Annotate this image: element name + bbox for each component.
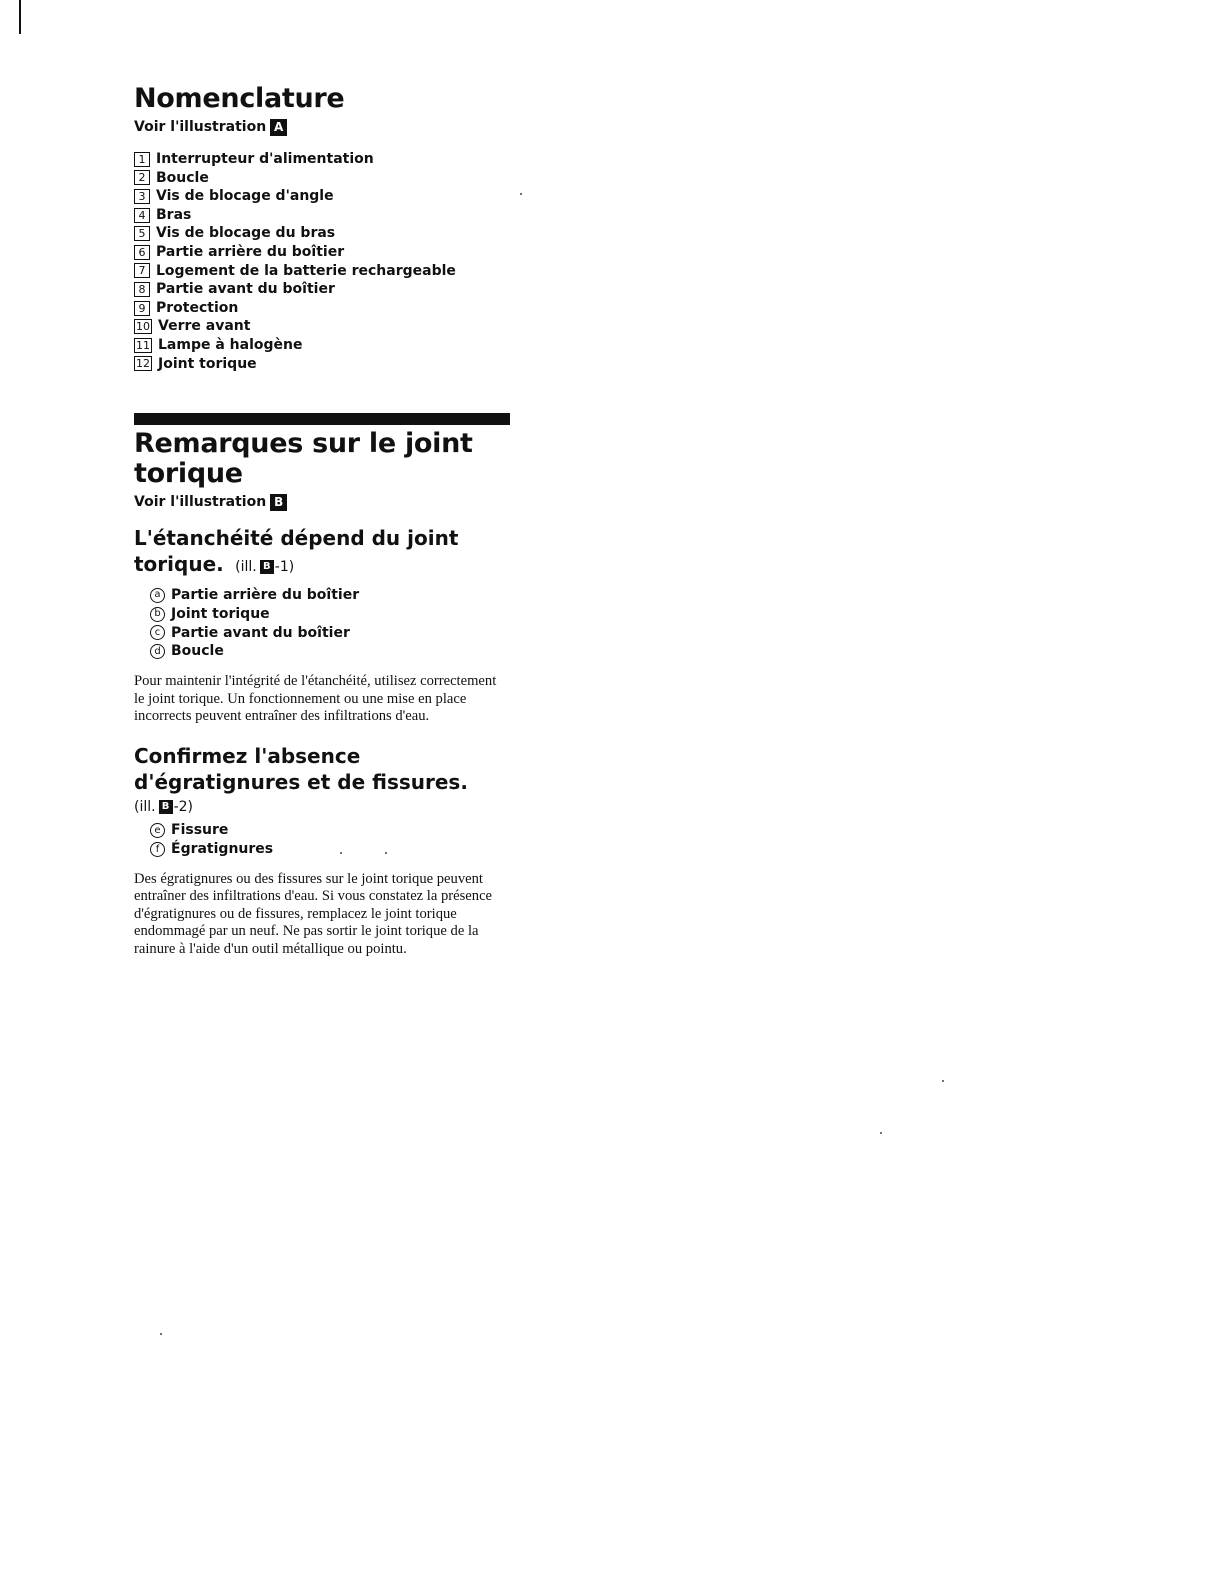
scan-speck	[880, 1132, 882, 1134]
item-number-badge: 3	[134, 189, 150, 204]
list-item	[134, 299, 514, 318]
list-item	[134, 206, 514, 225]
scan-speck	[160, 1333, 162, 1335]
ill-suffix: -2)	[173, 799, 194, 816]
item-label: Interrupteur d'alimentation	[156, 151, 374, 167]
section2-body: Des égratignures ou des fissures sur le joint torique peuvent entraîner des infiltrations d'eau. Si vous constatez la présence d'égratignures ou de fissures, remplacez le joint torique endommagé par un neuf. Ne pas sortir le joint torique de la rainure à l'aide d'un outil métallique ou pointu.	[134, 871, 493, 957]
circled-letter-badge: f	[150, 842, 165, 857]
item-number-badge: 5	[134, 226, 150, 241]
item-number-badge: 4	[134, 208, 150, 223]
illustration-letter-badge: B	[270, 494, 287, 511]
scan-speck	[340, 852, 342, 854]
item-label: Bras	[156, 206, 192, 223]
item-label: Vis de blocage d'angle	[156, 188, 334, 205]
page-edge-mark	[19, 0, 21, 34]
section1-ill-ref	[231, 554, 294, 580]
list-item	[134, 355, 514, 374]
remarks-title: Remarques sur le joint torique	[134, 428, 473, 489]
item-number-badge: 2	[134, 170, 150, 185]
nomenclature-section	[134, 84, 514, 373]
parts-list	[134, 150, 514, 373]
item-number-badge: 7	[134, 263, 150, 278]
remarks-section	[134, 429, 514, 958]
scan-speck	[520, 193, 522, 195]
circled-letter-badge: a	[150, 588, 165, 603]
item-label: Lampe à halogène	[158, 336, 303, 353]
section2-ill-ref	[134, 799, 514, 815]
list-item	[134, 150, 514, 169]
nomenclature-title: Nomenclature	[134, 83, 345, 114]
item-label: Partie arrière du boîtier	[156, 243, 345, 260]
illustration-letter-badge: B	[159, 800, 173, 814]
item-number-badge: 12	[136, 357, 150, 371]
item-label: Boucle	[171, 643, 224, 660]
list-item	[134, 262, 514, 281]
item-label: Partie avant du boîtier	[171, 624, 350, 641]
circled-letter-badge: e	[150, 823, 165, 838]
list-item	[150, 642, 514, 661]
item-number-badge: 9	[134, 301, 150, 316]
circled-letter-badge: c	[150, 625, 165, 640]
list-item	[150, 821, 514, 840]
list-item	[150, 605, 514, 624]
section1-title	[134, 525, 514, 580]
ill-prefix: (ill.	[235, 559, 257, 575]
item-number-badge: 8	[134, 282, 150, 297]
section1-list	[150, 586, 514, 661]
list-item	[150, 840, 514, 859]
item-label: Vis de blocage du bras	[156, 225, 336, 242]
ill-prefix: (ill.	[134, 799, 156, 816]
item-label: Joint torique	[158, 355, 257, 372]
nomenclature-see-illustration	[134, 118, 514, 136]
list-item	[150, 586, 514, 605]
list-item	[134, 336, 514, 355]
list-item	[134, 317, 514, 336]
item-label: Protection	[156, 299, 239, 316]
remarks-see-illustration	[134, 493, 514, 511]
see-label: Voir l'illustration	[134, 119, 267, 135]
see-label: Voir l'illustration	[134, 494, 267, 510]
list-item	[134, 280, 514, 299]
list-item	[134, 243, 514, 262]
ill-suffix: -1)	[274, 559, 295, 575]
illustration-letter-badge: A	[270, 119, 287, 136]
item-label: Partie avant du boîtier	[156, 281, 335, 298]
section1-body: Pour maintenir l'intégrité de l'étanchéité, utilisez correctement le joint torique. Un fonctionnement ou une mise en place incorrects peuvent entraîner des infiltrations d'eau.	[134, 673, 497, 724]
list-item	[134, 169, 514, 188]
section2-title: Confirmez l'absence d'égratignures et de fissures.	[134, 744, 468, 795]
list-item	[150, 624, 514, 643]
item-label: Fissure	[171, 822, 229, 839]
item-number-badge: 11	[136, 338, 150, 352]
scan-speck	[385, 852, 387, 854]
item-label: Verre avant	[158, 318, 251, 335]
item-label: Joint torique	[171, 605, 270, 622]
item-number-badge: 6	[134, 245, 150, 260]
illustration-letter-badge: B	[260, 560, 274, 574]
item-label: Partie arrière du boîtier	[171, 587, 360, 603]
item-label: Égratignures	[171, 841, 274, 858]
scan-speck	[942, 1080, 944, 1082]
section2-list	[150, 821, 514, 859]
section-divider-bar	[134, 413, 510, 425]
circled-letter-badge: d	[150, 644, 165, 659]
section1-title-text: L'étanchéité dépend du joint torique.	[134, 526, 459, 576]
item-number-badge: 10	[136, 320, 150, 334]
item-number-badge: 1	[134, 152, 150, 167]
list-item	[134, 224, 514, 243]
item-label: Logement de la batterie rechargeable	[156, 262, 456, 279]
list-item	[134, 187, 514, 206]
item-label: Boucle	[156, 169, 209, 186]
circled-letter-badge: b	[150, 607, 165, 622]
